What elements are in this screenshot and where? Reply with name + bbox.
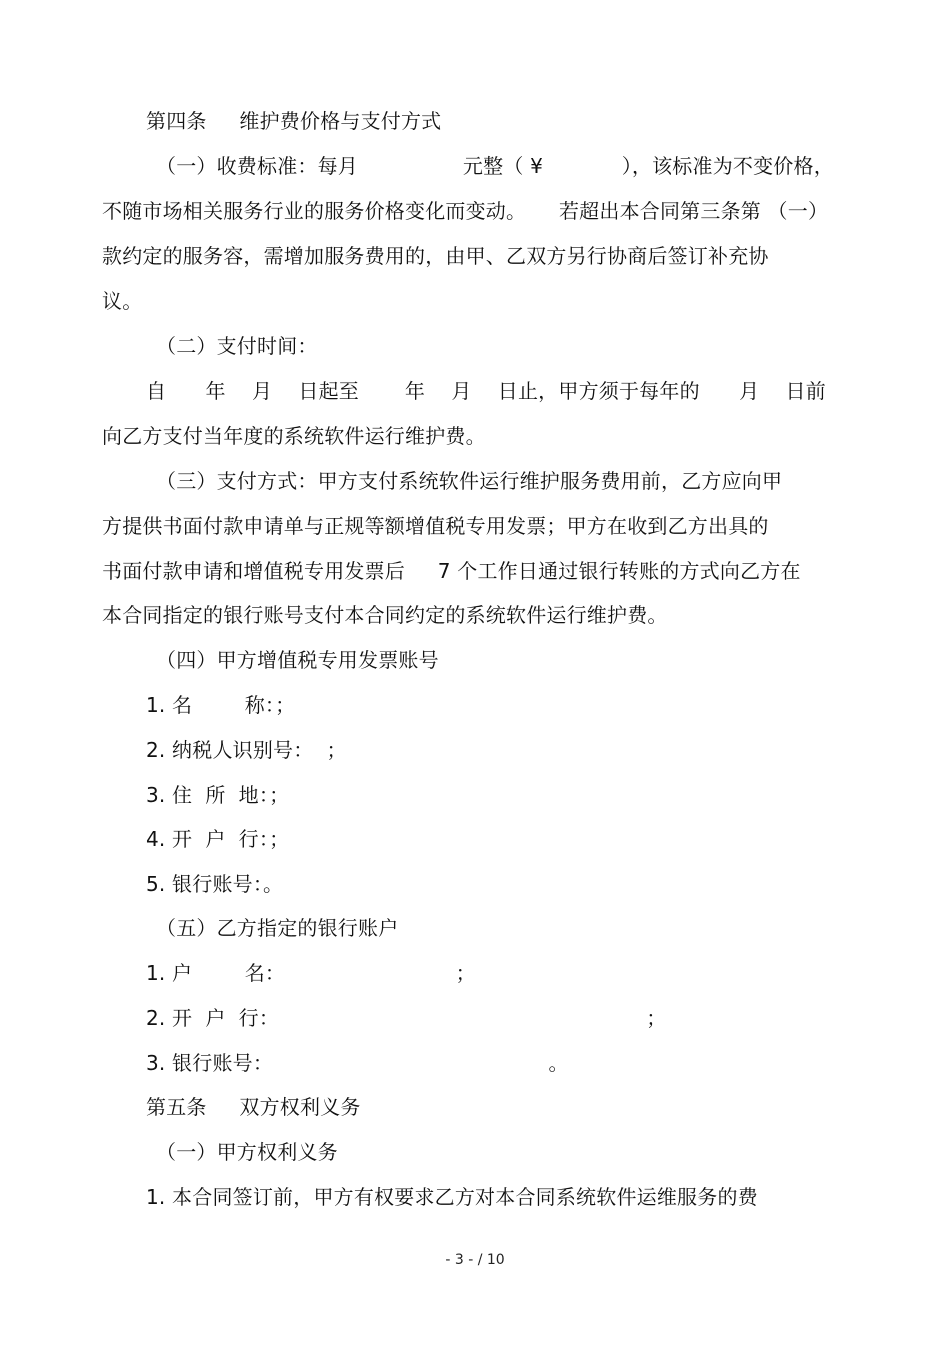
invoice-account-heading: （四）甲方增值税专用发票账号 [156, 648, 439, 672]
paragraph-line: 议。 [102, 289, 143, 313]
paragraph-line: 本合同指定的银行账号支付本合同约定的系统软件运行维护费。 [102, 603, 668, 627]
list-item: 1. 名 称：； [146, 693, 296, 717]
article-5-heading: 第五条 双方权利义务 [146, 1095, 361, 1119]
paragraph-line: 自 年 月 日起至 年 月 日止，甲方须于每年的 月 日前 [146, 379, 826, 403]
list-item: 1. 本合同签订前，甲方有权要求乙方对本合同系统软件运维服务的费 [146, 1185, 758, 1209]
paragraph-line: 款约定的服务容，需增加服务费用的，由甲、乙双方另行协商后签订补充协 [102, 244, 769, 268]
bank-account-heading: （五）乙方指定的银行账户 [156, 916, 399, 940]
paragraph-line: 不随市场相关服务行业的服务价格变化而变动。 若超出本合同第三条第 （一） [102, 199, 829, 223]
party-a-rights-heading: （一）甲方权利义务 [156, 1140, 338, 1164]
article-4-heading: 第四条 维护费价格与支付方式 [146, 109, 442, 133]
list-item: 4. 开 户 行：； [146, 827, 290, 851]
list-item: 3. 银行账号： 。 [146, 1051, 569, 1075]
paragraph-line: 向乙方支付当年度的系统软件运行维护费。 [102, 424, 486, 448]
list-item: 1. 户 名： ； [146, 961, 476, 985]
paragraph-line: 方提供书面付款申请单与正规等额增值税专用发票；甲方在收到乙方出具的 [102, 514, 769, 538]
page-number: - 3 - / 10 [445, 1252, 505, 1268]
list-item: 5. 银行账号：。 [146, 872, 284, 896]
payment-time-heading: （二）支付时间： [156, 334, 318, 358]
list-item: 3. 住 所 地：； [146, 783, 290, 807]
list-item: 2. 纳税人识别号： ； [146, 738, 347, 762]
paragraph-line: 书面付款申请和增值税专用发票后 7 个工作日通过银行转账的方式向乙方在 [102, 559, 801, 583]
fee-standard-line: （一）收费标准：每月 元整（ ¥ ），该标准为不变价格， [156, 154, 834, 178]
payment-method-line: （三）支付方式：甲方支付系统软件运行维护服务费用前，乙方应向甲 [156, 469, 783, 493]
list-item: 2. 开 户 行： ； [146, 1006, 667, 1030]
